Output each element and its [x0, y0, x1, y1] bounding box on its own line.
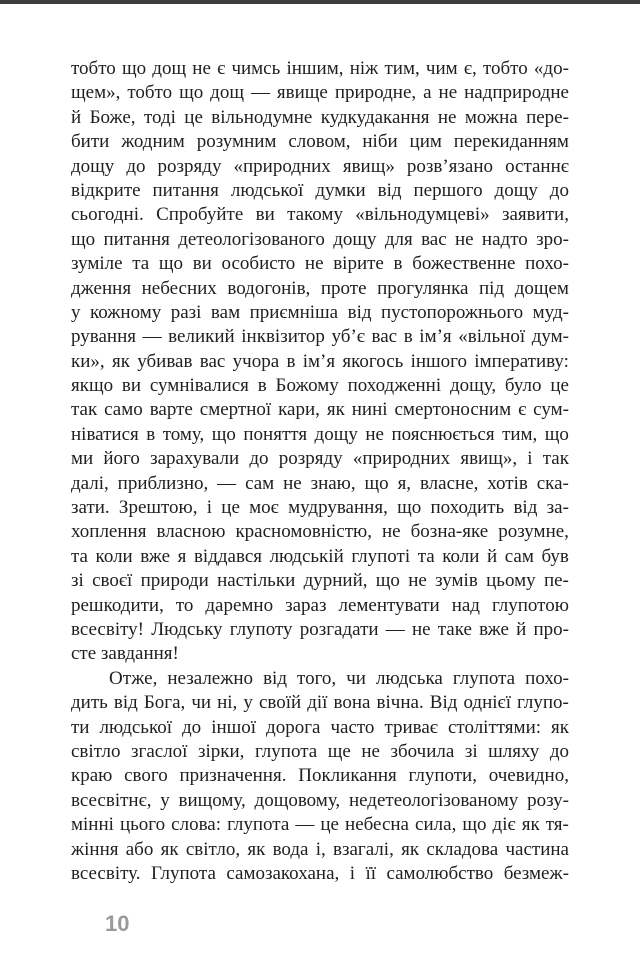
text-line: бити жодним розумним словом, ніби цим перекиданням	[71, 131, 569, 153]
top-bar	[0, 0, 640, 4]
text-line: тобто що дощ не є чимсь іншим, ніж тим, чим є, тобто «до-	[71, 58, 569, 79]
text-line: зати. Зрештою, і це моє мудрування, що походить від за-	[71, 497, 569, 519]
text-line: у кожному разі вам приємніша від пустопорожнього муд-	[71, 301, 569, 323]
text-line: хоплення власною красномовністю, не бозна-яке розумне,	[71, 521, 569, 543]
text-line: дощу до розряду «природних явищ» розв’язано останнє	[71, 155, 569, 177]
text-line: якщо ви сумнівалися в Божому походженні дощу, було це	[71, 375, 569, 397]
text-line: зі своєї природи настільки дурний, що не зумів цьому пе-	[71, 570, 569, 592]
text-line: так само варте смертної кари, як нині смертоносним є сум-	[71, 399, 569, 421]
text-line: дження небесних водогонів, проте прогулянка під дощем	[71, 277, 569, 299]
text-line: ки», як убивав вас учора в ім’я якогось іншого імперативу:	[71, 350, 569, 372]
text-line: рування — великий інквізитор уб’є вас в ім’я «вільної дум-	[71, 326, 569, 348]
text-line: сте завдання!	[71, 643, 179, 665]
text-line: краю свого призначення. Покликання глупоти, очевидно,	[71, 765, 569, 787]
text-line: світло згаслої зірки, глупота ще не збочила зі шляху до	[71, 740, 569, 762]
text-line: ніватися в тому, що поняття дощу не пояснюється тим, що	[71, 423, 569, 445]
page-text	[71, 57, 569, 886]
paragraph	[71, 667, 569, 887]
text-line: Отже, незалежно від того, чи людська глупота похо-	[109, 667, 569, 689]
text-line: й Боже, тоді це вільнодумне кудкудакання не можна пере-	[71, 106, 569, 128]
page-number: 10	[105, 911, 130, 936]
text-line: зуміле та що ви особисто не вірите в божественне похо-	[71, 253, 569, 275]
text-line: ти людської до іншої дорога часто триває століттями: як	[71, 716, 569, 738]
text-line: решкодити, то даремно зараз лементувати над глупотою	[71, 594, 569, 616]
text-line: дить від Бога, чи ні, у своїй дії вона вічна. Від однієї глупо-	[71, 692, 569, 714]
text-line: ми його зарахували до розряду «природних явищ», і так	[71, 448, 569, 470]
text-line: що питання детеологізованого дощу для вас не надто зро-	[71, 228, 569, 250]
text-line: жіння або як світло, як вода і, взагалі, як складова частина	[71, 838, 569, 860]
text-line: відкрите питання людської думки від першого дощу до	[71, 179, 569, 201]
text-line: далі, приблизно, — сам не знаю, що я, власне, хотів ска-	[71, 472, 569, 494]
text-line: щем», тобто що дощ — явище природне, а не надприродне	[71, 82, 569, 104]
text-line: сьогодні. Спробуйте ви такому «вільнодумцеві» заявити,	[71, 204, 569, 226]
text-line: всесвіту! Людську глупоту розгадати — не таке вже й про-	[71, 618, 569, 640]
paragraph	[71, 57, 569, 667]
text-line: всесвіту. Глупота самозакохана, і її самолюбство безмеж-	[71, 862, 569, 884]
text-line: всесвітнє, у вищому, дощовому, недетеологізованому розу-	[71, 789, 569, 811]
text-line: та коли вже я віддався людській глупоті та коли й сам був	[71, 545, 569, 567]
text-line: мінні цього слова: глупота — це небесна сила, що діє як тя-	[71, 814, 569, 836]
